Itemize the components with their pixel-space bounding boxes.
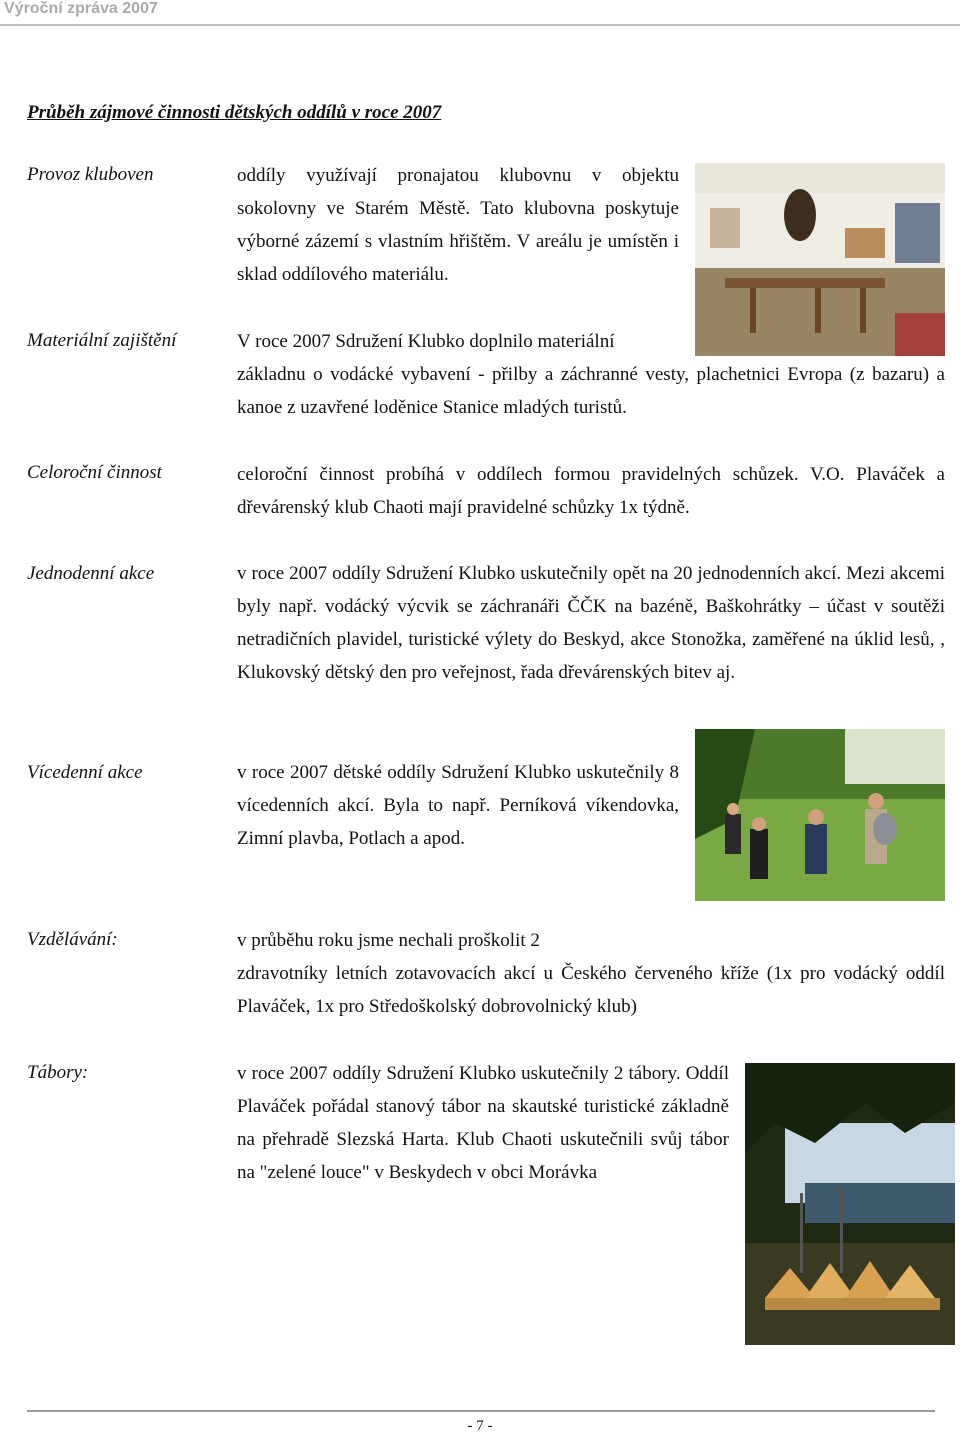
text-vzdelavani-line1: v průběhu roku jsme nechali proškolit 2 [237, 930, 540, 951]
text-vzdelavani: zdravotníky letních zotavovacích akcí u Českého červeného kříže (1x pro vodácký oddíl Plaváček, 1x pro Středoškolský dobrovolnický klub) [237, 963, 945, 1017]
text-jednodenni-akce: v roce 2007 oddíly Sdružení Klubko uskutečnily opět na 20 jednodenních akcí. Mezi akcemi byly např. vodácký výcvik se záchranáři ČČK na bazéně, Baškohrátky – účast v soutěži netradičních plavidel, turistické výlety do Beskyd, akce Stonožka, zaměřené na úklid lesů, , Klukovský dětský den pro veřejnost, řada dřevárenských bitev aj. [237, 563, 945, 683]
text-celorocni-cinnost: celoroční činnost probíhá v oddílech formou pravidelných schůzek. V.O. Plaváček a dřevárenský klub Chaoti mají pravidelné schůzky 1x týdně. [237, 464, 945, 518]
header-divider [0, 24, 960, 26]
label-celorocni-cinnost: Celoroční činnost [27, 462, 162, 483]
footer-divider [27, 1410, 935, 1412]
text-tabory: v roce 2007 oddíly Sdružení Klubko uskutečnily 2 tábory. Oddíl Plaváček pořádal stanový tábor na skautské turistické základně na přehradě Slezská Harta. Klub Chaoti uskutečnili svůj tábor na "zelené louce" v Beskydech v obci Morávka [237, 1063, 729, 1183]
label-provoz-kluboven: Provoz kluboven [27, 164, 154, 185]
text-materialni-zajisteni-line1: V roce 2007 Sdružení Klubko doplnilo materiální [237, 331, 615, 352]
label-materialni-zajisteni: Materiální zajištění [27, 330, 177, 351]
label-vicedenni-akce: Vícedenní akce [27, 762, 143, 783]
document-header-title: Výroční zpráva 2007 [4, 0, 158, 17]
children-game-photo [695, 729, 945, 901]
label-vzdelavani: Vzdělávání: [27, 929, 118, 950]
text-provoz-kluboven: oddíly využívají pronajatou klubovnu v objektu sokolovny ve Starém Městě. Tato klubovna poskytuje výborné zázemí s vlastním hřištěm. V areálu je umístěn i sklad oddílového materiálu. [237, 165, 679, 285]
text-materialni-zajisteni: základnu o vodácké vybavení - přilby a záchranné vesty, plachetnici Evropa (z bazaru) a kanoe z uzavřené loděnice Stanice mladých turistů. [237, 364, 945, 418]
page-number: - 7 - [467, 1418, 493, 1434]
page-title: Průběh zájmové činnosti dětských oddílů v roce 2007 [27, 102, 442, 123]
label-jednodenni-akce: Jednodenní akce [27, 563, 155, 584]
text-vicedenni-akce: v roce 2007 dětské oddíly Sdružení Klubko uskutečnily 8 vícedenních akcí. Byla to např. Perníková víkendovka, Zimní plavba, Potlach a apod. [237, 762, 679, 849]
label-tabory: Tábory: [27, 1062, 89, 1083]
camp-photo [745, 1063, 955, 1345]
clubroom-photo [695, 163, 945, 356]
